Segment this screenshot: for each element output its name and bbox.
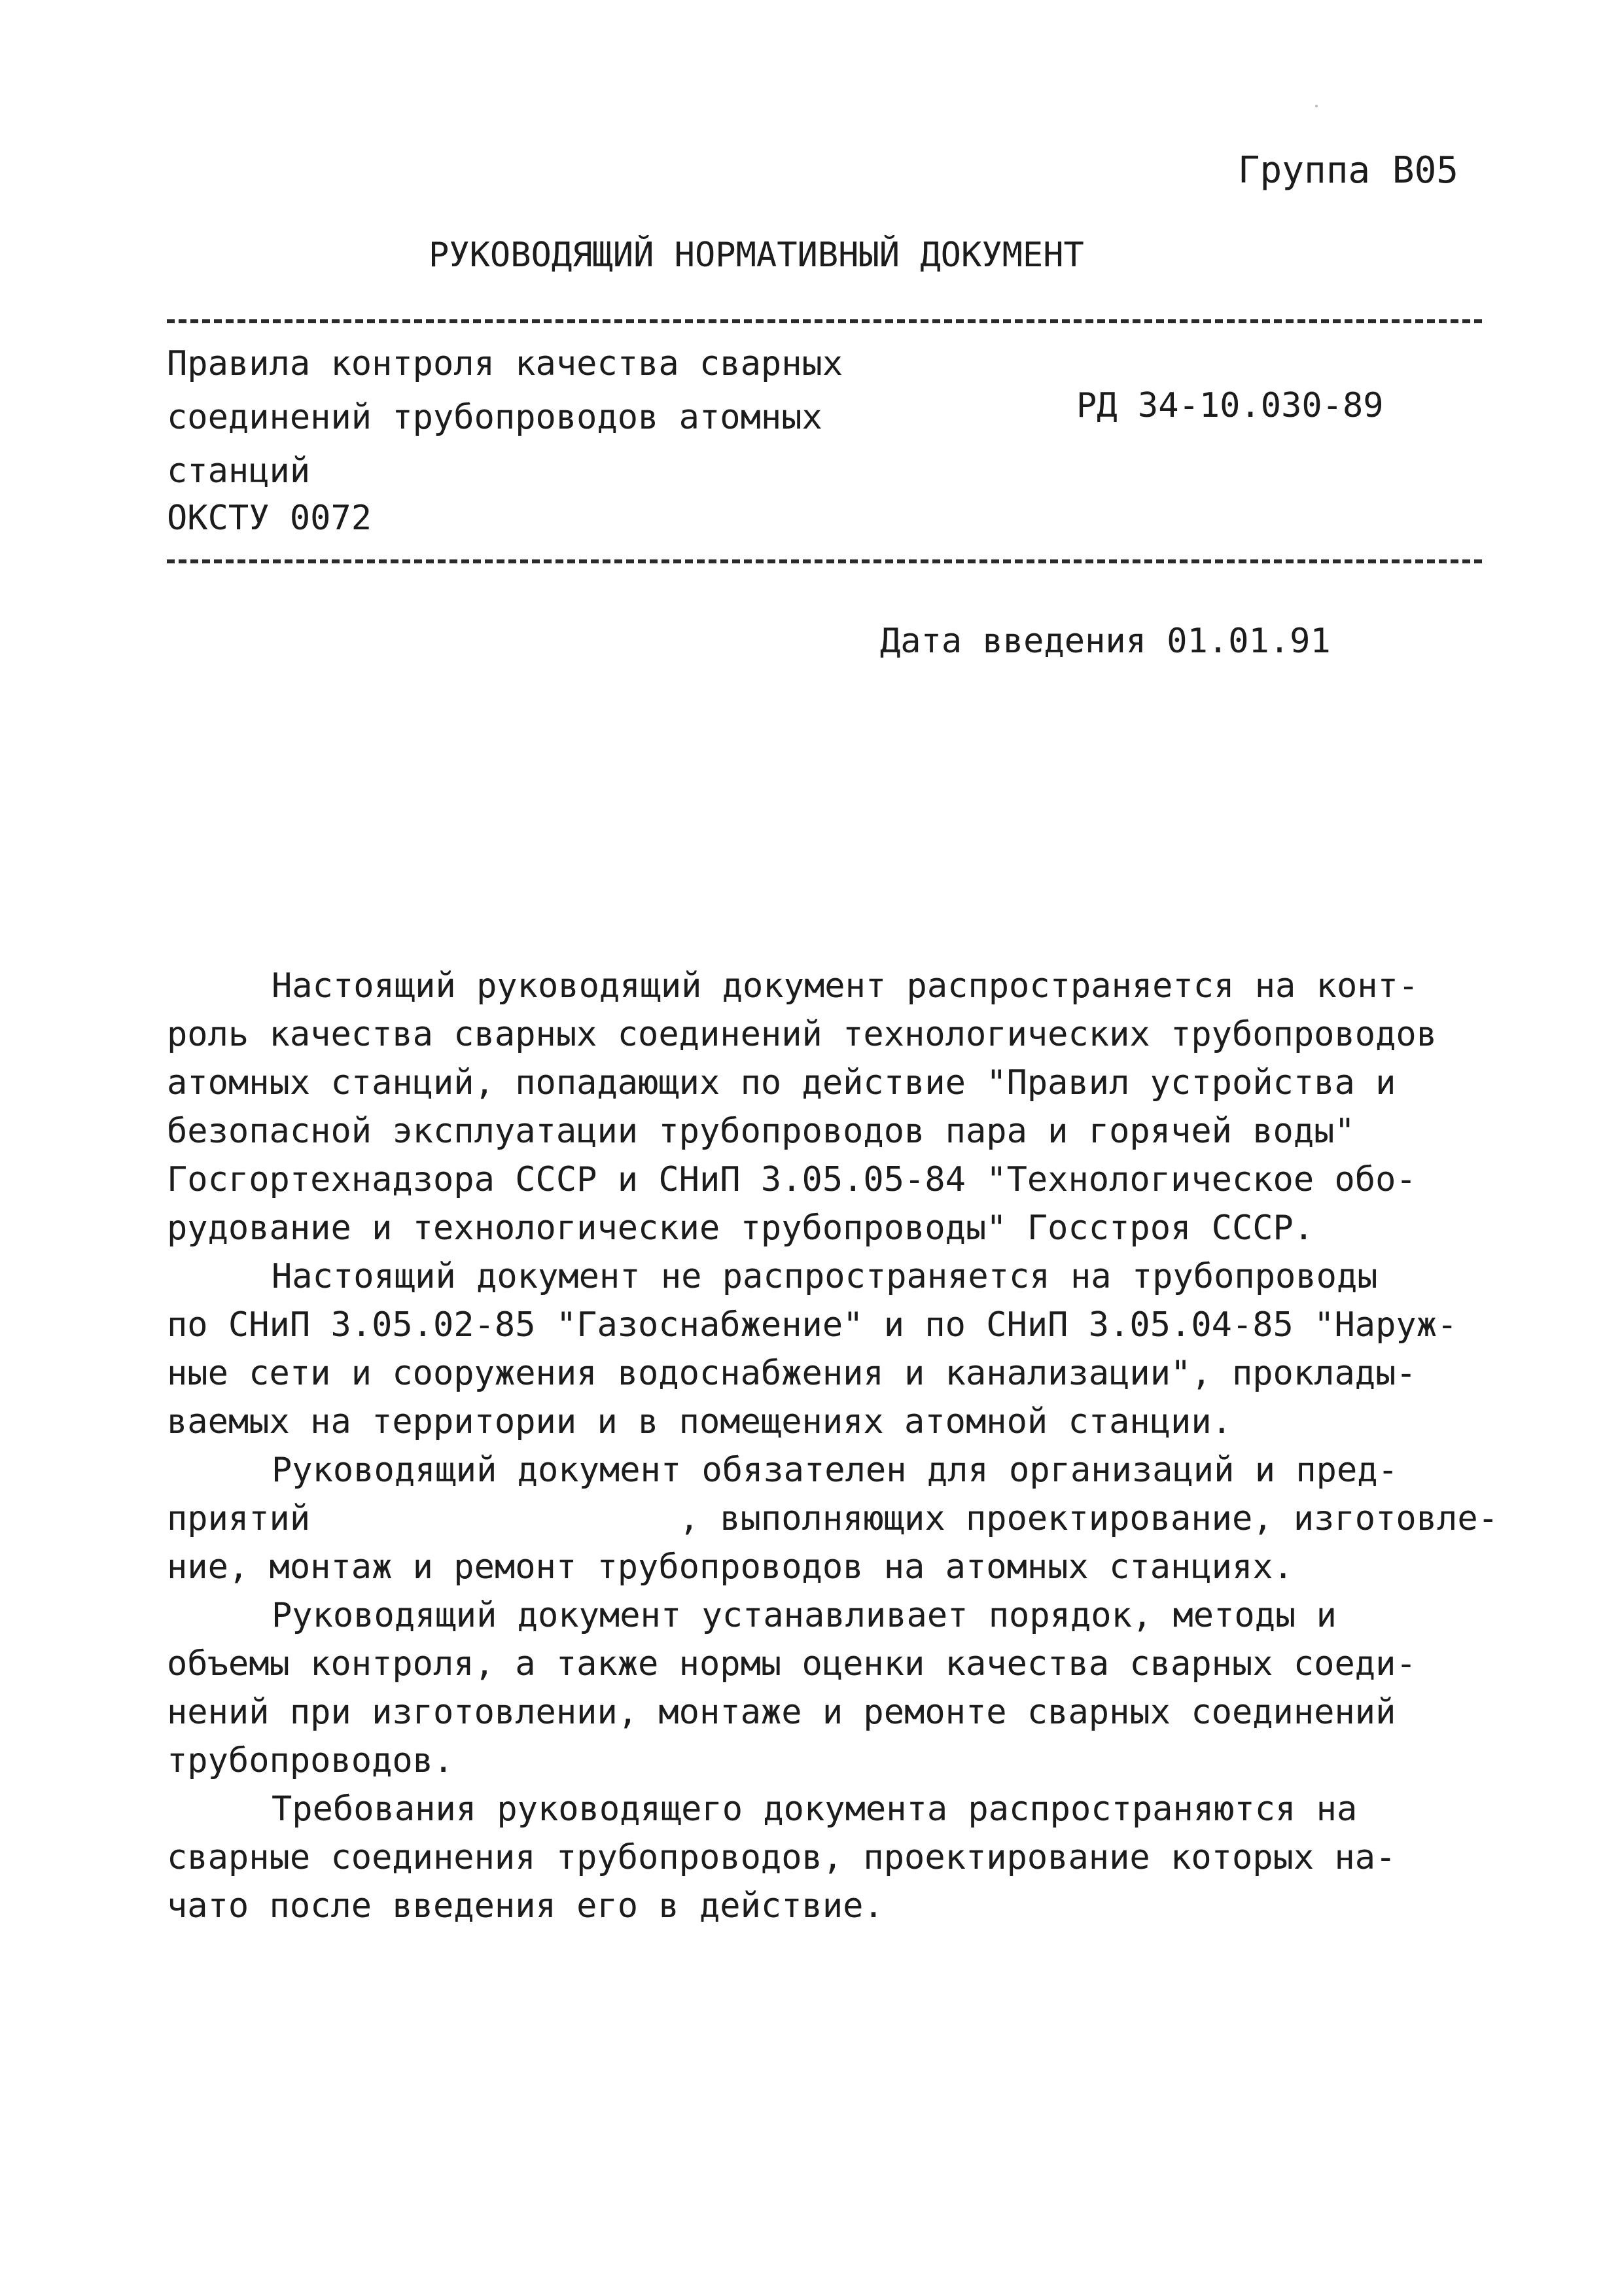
paragraph-scope [167,962,1489,1252]
text-line: сварные соединения трубопроводов, проектирование которых на- [167,1838,1396,1877]
title-line: соединений трубопроводов атомных [167,398,822,437]
document-type-heading: РУКОВОДЯЩИЙ НОРМАТИВНЫЙ ДОКУМЕНТ [429,236,1084,275]
text-line: роль качества сварных соединений технологических трубопроводов [167,1015,1437,1054]
text-line: Настоящий руководящий документ распространяется на конт- [272,966,1419,1006]
document-code: РД 34-10.030-89 [1076,386,1384,425]
dashed-divider-top [167,319,1482,323]
paragraph-exclusions [167,1252,1489,1446]
text-line: ние, монтаж и ремонт трубопроводов на атомных станциях. [167,1547,1294,1587]
text-line: рудование и технологические трубопроводы" Госстроя СССР. [167,1209,1314,1248]
text-line: трубопроводов. [167,1741,454,1780]
text-line: Руководящий документ обязателен для организаций и пред- [272,1451,1398,1490]
text-line: объемы контроля, а также нормы оценки качества сварных соеди- [167,1644,1417,1684]
text-line: атомных станций, попадающих по действие "Правил устройства и [167,1063,1396,1103]
text-line: Госгортехнадзора СССР и СНиП 3.05.05-84 "Технологическое обо- [167,1160,1417,1199]
text-line: ные сети и сооружения водоснабжения и канализации", проклады- [167,1354,1417,1393]
text-line: нений при изготовлении, монтаже и ремонте сварных соединений [167,1693,1396,1732]
text-line: по СНиП 3.05.02-85 "Газоснабжение" и по СНиП 3.05.04-85 "Наруж- [167,1305,1458,1345]
body-text [167,962,1498,1930]
title-line: Правила контроля качества сварных [167,344,843,383]
paragraph-obligation [167,1446,1498,1591]
text-line: ваемых на территории и в помещениях атомной станции. [167,1402,1232,1441]
dashed-divider-bottom [167,559,1482,563]
document-title [167,337,1017,498]
text-line: приятий , выполняющих проектирование, изготовле- [167,1499,1498,1538]
scan-speck [1315,105,1318,107]
paragraph-applicability [167,1785,1489,1930]
introduction-date: Дата введения 01.01.91 [880,622,1331,661]
title-line: станций [167,451,311,491]
text-line: Требования руководящего документа распространяются на [272,1790,1358,1829]
text-line: безопасной эксплуатации трубопроводов пара и горячей воды" [167,1112,1355,1151]
text-line: Руководящий документ устанавливает порядок, методы и [272,1596,1337,1635]
text-line: чато после введения его в действие. [167,1886,884,1926]
group-label: Группа В05 [1237,149,1458,192]
paragraph-procedure [167,1591,1489,1785]
text-line: Настоящий документ не распространяется на трубопроводы [272,1257,1378,1296]
okstu-code: ОКСТУ 0072 [167,499,372,538]
